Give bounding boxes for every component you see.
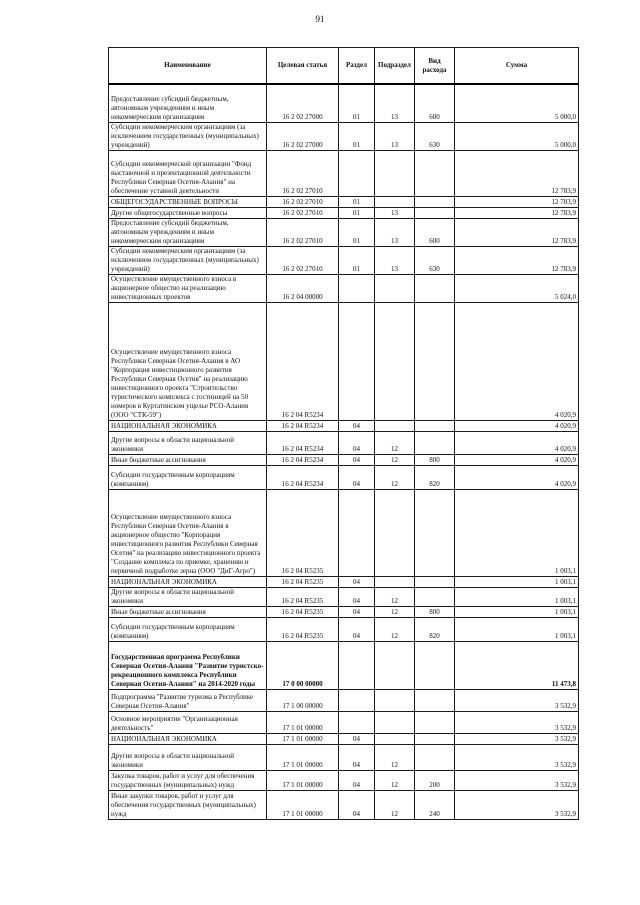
table-cell-kind (415, 744, 455, 770)
table-cell-kind (415, 587, 455, 606)
table-cell-article: 16 2 04 R5234 (267, 431, 339, 454)
table-cell-section (339, 641, 375, 689)
table-cell-name: НАЦИОНАЛЬНАЯ ЭКОНОМИКА (109, 420, 267, 431)
table-cell-section: 01 (339, 84, 375, 122)
table-cell-amount: 4 020,9 (455, 420, 579, 431)
table-cell-kind (415, 733, 455, 744)
table-cell-kind (415, 641, 455, 689)
table-cell-section: 01 (339, 207, 375, 218)
table-cell-amount: 3 532,9 (455, 790, 579, 819)
table-cell-section (339, 302, 375, 420)
header-kind: Вид расхода (415, 48, 455, 85)
table-cell-section (339, 711, 375, 733)
table-row (109, 207, 579, 218)
table-cell-article: 17 1 00 00000 (267, 689, 339, 711)
table-row (109, 587, 579, 606)
table-cell-kind: 800 (415, 454, 455, 465)
table-cell-name: Осуществление имущественного взноса Республики Северная Осетия-Алания в АО "Корпорация инвестиционного развития Республики Северная Осетия" на реализацию инвестиционного проекта "Строительство туристического комплекса с гостиницей на 50 номеров в Куртатинском ущелье РСО-Алания (ООО "СТК-59") (109, 302, 267, 420)
table-cell-section: 01 (339, 246, 375, 274)
table-cell-amount: 3 532,9 (455, 689, 579, 711)
table-cell-section: 04 (339, 617, 375, 641)
table-cell-article: 16 2 02 27010 (267, 196, 339, 207)
table-cell-subsection: 12 (375, 465, 415, 489)
table-cell-section (339, 274, 375, 302)
table-cell-name: Другие вопросы в области национальной экономики (109, 587, 267, 606)
table-cell-kind (415, 489, 455, 576)
table-cell-name: Другие вопросы в области национальной экономики (109, 744, 267, 770)
table-cell-subsection: 12 (375, 617, 415, 641)
table-cell-article: 16 2 04 R5235 (267, 587, 339, 606)
table-cell-kind: 600 (415, 84, 455, 122)
table-cell-section: 04 (339, 454, 375, 465)
table-row (109, 84, 579, 122)
page-number: 91 (315, 14, 325, 24)
table-row (109, 641, 579, 689)
header-name: Наименование (109, 48, 267, 85)
table-cell-kind: 800 (415, 606, 455, 617)
table-cell-kind (415, 711, 455, 733)
table-row (109, 196, 579, 207)
table-cell-kind (415, 431, 455, 454)
table-cell-amount: 3 532,9 (455, 744, 579, 770)
table-row (109, 431, 579, 454)
table-cell-amount: 12 783,9 (455, 246, 579, 274)
table-row (109, 733, 579, 744)
table-cell-name: Основное мероприятие "Организационная деятельность" (109, 711, 267, 733)
table-cell-name: Государственная программа Республики Северная Осетия-Алания "Развитие туристско-рекреационного комплекса Республики Северная Осетия-Алания" на 2014-2020 годы (109, 641, 267, 689)
table-cell-amount: 5 000,0 (455, 84, 579, 122)
table-cell-amount: 12 783,9 (455, 207, 579, 218)
table-cell-section: 04 (339, 587, 375, 606)
table-cell-amount: 12 783,9 (455, 150, 579, 196)
table-cell-subsection: 13 (375, 218, 415, 246)
table-cell-article: 16 2 04 R5234 (267, 302, 339, 420)
table-cell-subsection (375, 196, 415, 207)
table-cell-article: 17 1 01 00000 (267, 711, 339, 733)
table-cell-section (339, 489, 375, 576)
table-row (109, 744, 579, 770)
table-cell-subsection (375, 733, 415, 744)
table-cell-kind (415, 196, 455, 207)
table-cell-subsection (375, 150, 415, 196)
table-cell-kind: 600 (415, 218, 455, 246)
table-cell-kind: 240 (415, 790, 455, 819)
table-cell-name: Иные закупки товаров, работ и услуг для обеспечения государственных (муниципальных) нужд (109, 790, 267, 819)
table-cell-article: 16 2 02 27010 (267, 246, 339, 274)
table-cell-kind: 820 (415, 465, 455, 489)
table-cell-kind (415, 207, 455, 218)
table-cell-section: 04 (339, 606, 375, 617)
table-cell-subsection: 13 (375, 246, 415, 274)
table-cell-subsection (375, 641, 415, 689)
table-cell-subsection (375, 711, 415, 733)
table-cell-amount: 11 473,8 (455, 641, 579, 689)
table-cell-subsection (375, 576, 415, 587)
table-cell-section: 04 (339, 733, 375, 744)
table-cell-article: 17 1 01 00000 (267, 770, 339, 790)
header-amount: Сумма (455, 48, 579, 85)
table-cell-kind: 200 (415, 770, 455, 790)
header-subsection: Подраздел (375, 48, 415, 85)
table-cell-amount: 12 783,9 (455, 196, 579, 207)
table-row (109, 274, 579, 302)
table-row (109, 420, 579, 431)
table-cell-article: 16 2 04 R5234 (267, 454, 339, 465)
table-cell-subsection (375, 274, 415, 302)
table-cell-amount: 3 532,9 (455, 770, 579, 790)
table-cell-kind (415, 689, 455, 711)
table-cell-subsection (375, 420, 415, 431)
table-cell-section: 04 (339, 576, 375, 587)
table-cell-subsection: 12 (375, 770, 415, 790)
table-row (109, 454, 579, 465)
table-cell-name: Другие общегосударственные вопросы (109, 207, 267, 218)
table-cell-article: 16 2 04 R5235 (267, 489, 339, 576)
table-cell-subsection: 12 (375, 454, 415, 465)
table-cell-name: Подпрограмма "Развитие туризма в Республике Северная Осетия-Алания" (109, 689, 267, 711)
table-cell-article: 17 0 00 00000 (267, 641, 339, 689)
table-row (109, 576, 579, 587)
table-cell-name: Иные бюджетные ассигнования (109, 454, 267, 465)
table-cell-article: 16 2 04 00000 (267, 274, 339, 302)
table-cell-name: Субсидии государственным корпорациям (компаниям) (109, 617, 267, 641)
table-cell-kind: 630 (415, 246, 455, 274)
budget-table (108, 47, 579, 820)
table-cell-section: 04 (339, 431, 375, 454)
table-row (109, 770, 579, 790)
table-cell-amount: 3 532,9 (455, 733, 579, 744)
table-cell-subsection: 12 (375, 744, 415, 770)
table-cell-article: 17 1 01 00000 (267, 744, 339, 770)
table-row (109, 246, 579, 274)
table-cell-subsection: 12 (375, 587, 415, 606)
table-cell-amount: 1 003,1 (455, 489, 579, 576)
table-cell-name: Субсидии некоммерческим организациям (за исключением государственных (муниципальных) учреждений) (109, 246, 267, 274)
table-cell-kind (415, 150, 455, 196)
table-cell-name: Субсидии государственным корпорациям (компаниям) (109, 465, 267, 489)
table-cell-kind (415, 274, 455, 302)
table-cell-amount: 4 020,9 (455, 454, 579, 465)
table-cell-amount: 5 000,0 (455, 122, 579, 150)
table-cell-name: Субсидии некоммерческим организациям (за исключением государственных (муниципальных) учреждений) (109, 122, 267, 150)
table-cell-section: 04 (339, 420, 375, 431)
table-row (109, 711, 579, 733)
table-cell-name: Осуществление имущественного взноса Республики Северная Осетия-Алания в акционерное общество "Корпорация инвестиционного развития Республики Северная Осетия" на реализацию инвестиционного проекта "Создание комплекса по приемке, хранению и первичной подработке зерна (ООО "ДиГ-Агро") (109, 489, 267, 576)
table-row (109, 689, 579, 711)
table-cell-article: 16 2 02 27000 (267, 84, 339, 122)
table-row (109, 122, 579, 150)
header-section: Раздел (339, 48, 375, 85)
table-cell-subsection (375, 689, 415, 711)
table-cell-article: 17 1 01 00000 (267, 733, 339, 744)
table-cell-article: 16 2 02 27010 (267, 207, 339, 218)
table-cell-kind: 630 (415, 122, 455, 150)
table-row (109, 218, 579, 246)
table-row (109, 790, 579, 819)
table-cell-section: 04 (339, 744, 375, 770)
table-row (109, 302, 579, 420)
table-cell-subsection: 12 (375, 606, 415, 617)
table-row (109, 465, 579, 489)
table-cell-article: 16 2 04 R5234 (267, 465, 339, 489)
table-cell-article: 16 2 04 R5235 (267, 606, 339, 617)
table-cell-section: 04 (339, 770, 375, 790)
table-cell-amount: 1 003,1 (455, 576, 579, 587)
table-cell-kind (415, 420, 455, 431)
table-row (109, 489, 579, 576)
table-cell-amount: 1 003,1 (455, 606, 579, 617)
table-cell-name: НАЦИОНАЛЬНАЯ ЭКОНОМИКА (109, 733, 267, 744)
table-cell-name: Иные бюджетные ассигнования (109, 606, 267, 617)
table-cell-amount: 4 020,9 (455, 465, 579, 489)
table-cell-subsection: 13 (375, 207, 415, 218)
table-cell-kind (415, 576, 455, 587)
table-row (109, 617, 579, 641)
table-cell-article: 16 2 02 27010 (267, 150, 339, 196)
table-cell-subsection: 13 (375, 84, 415, 122)
table-header-row (109, 48, 579, 85)
table-cell-section: 01 (339, 122, 375, 150)
table-cell-subsection: 12 (375, 431, 415, 454)
table-cell-name: Предоставление субсидий бюджетным, автономным учреждениям и иным некоммерческим организациям (109, 218, 267, 246)
table-cell-subsection (375, 302, 415, 420)
table-cell-amount: 5 024,0 (455, 274, 579, 302)
table-cell-name: Закупка товаров, работ и услуг для обеспечения государственных (муниципальных) нужд (109, 770, 267, 790)
table-row (109, 606, 579, 617)
header-article: Целевая статья (267, 48, 339, 85)
table-row (109, 150, 579, 196)
table-cell-amount: 3 532,9 (455, 711, 579, 733)
table-cell-section: 04 (339, 465, 375, 489)
table-cell-name: НАЦИОНАЛЬНАЯ ЭКОНОМИКА (109, 576, 267, 587)
table-cell-article: 16 2 02 27010 (267, 218, 339, 246)
table-cell-subsection: 13 (375, 122, 415, 150)
table-cell-name: Осуществление имущественного взноса в акционерное общество на реализацию инвестиционных проектов (109, 274, 267, 302)
table-cell-amount: 1 003,1 (455, 587, 579, 606)
table-cell-kind (415, 302, 455, 420)
table-cell-section (339, 689, 375, 711)
table-cell-amount: 1 003,1 (455, 617, 579, 641)
table-cell-name: Субсидии некоммерческой организации "Фонд выставочной и презентационной деятельности Республики Северная Осетия-Алания" на обеспечение уставной деятельности (109, 150, 267, 196)
table-cell-name: Другие вопросы в области национальной экономики (109, 431, 267, 454)
table-cell-kind: 820 (415, 617, 455, 641)
table-cell-article: 16 2 04 R5234 (267, 420, 339, 431)
table-cell-article: 16 2 02 27000 (267, 122, 339, 150)
table-cell-subsection (375, 489, 415, 576)
table-cell-amount: 12 783,9 (455, 218, 579, 246)
table-cell-amount: 4 020,9 (455, 431, 579, 454)
table-cell-section: 04 (339, 790, 375, 819)
table-cell-section (339, 150, 375, 196)
table-cell-amount: 4 020,9 (455, 302, 579, 420)
table-cell-article: 16 2 04 R5235 (267, 617, 339, 641)
table-cell-name: ОБЩЕГОСУДАРСТВЕННЫЕ ВОПРОСЫ (109, 196, 267, 207)
table-cell-section: 01 (339, 196, 375, 207)
table-cell-name: Предоставление субсидий бюджетным, автономным учреждениям и иным некоммерческим организациям (109, 84, 267, 122)
table-cell-article: 17 1 01 00000 (267, 790, 339, 819)
table-cell-subsection: 12 (375, 790, 415, 819)
table-cell-section: 01 (339, 218, 375, 246)
table-cell-article: 16 2 04 R5235 (267, 576, 339, 587)
